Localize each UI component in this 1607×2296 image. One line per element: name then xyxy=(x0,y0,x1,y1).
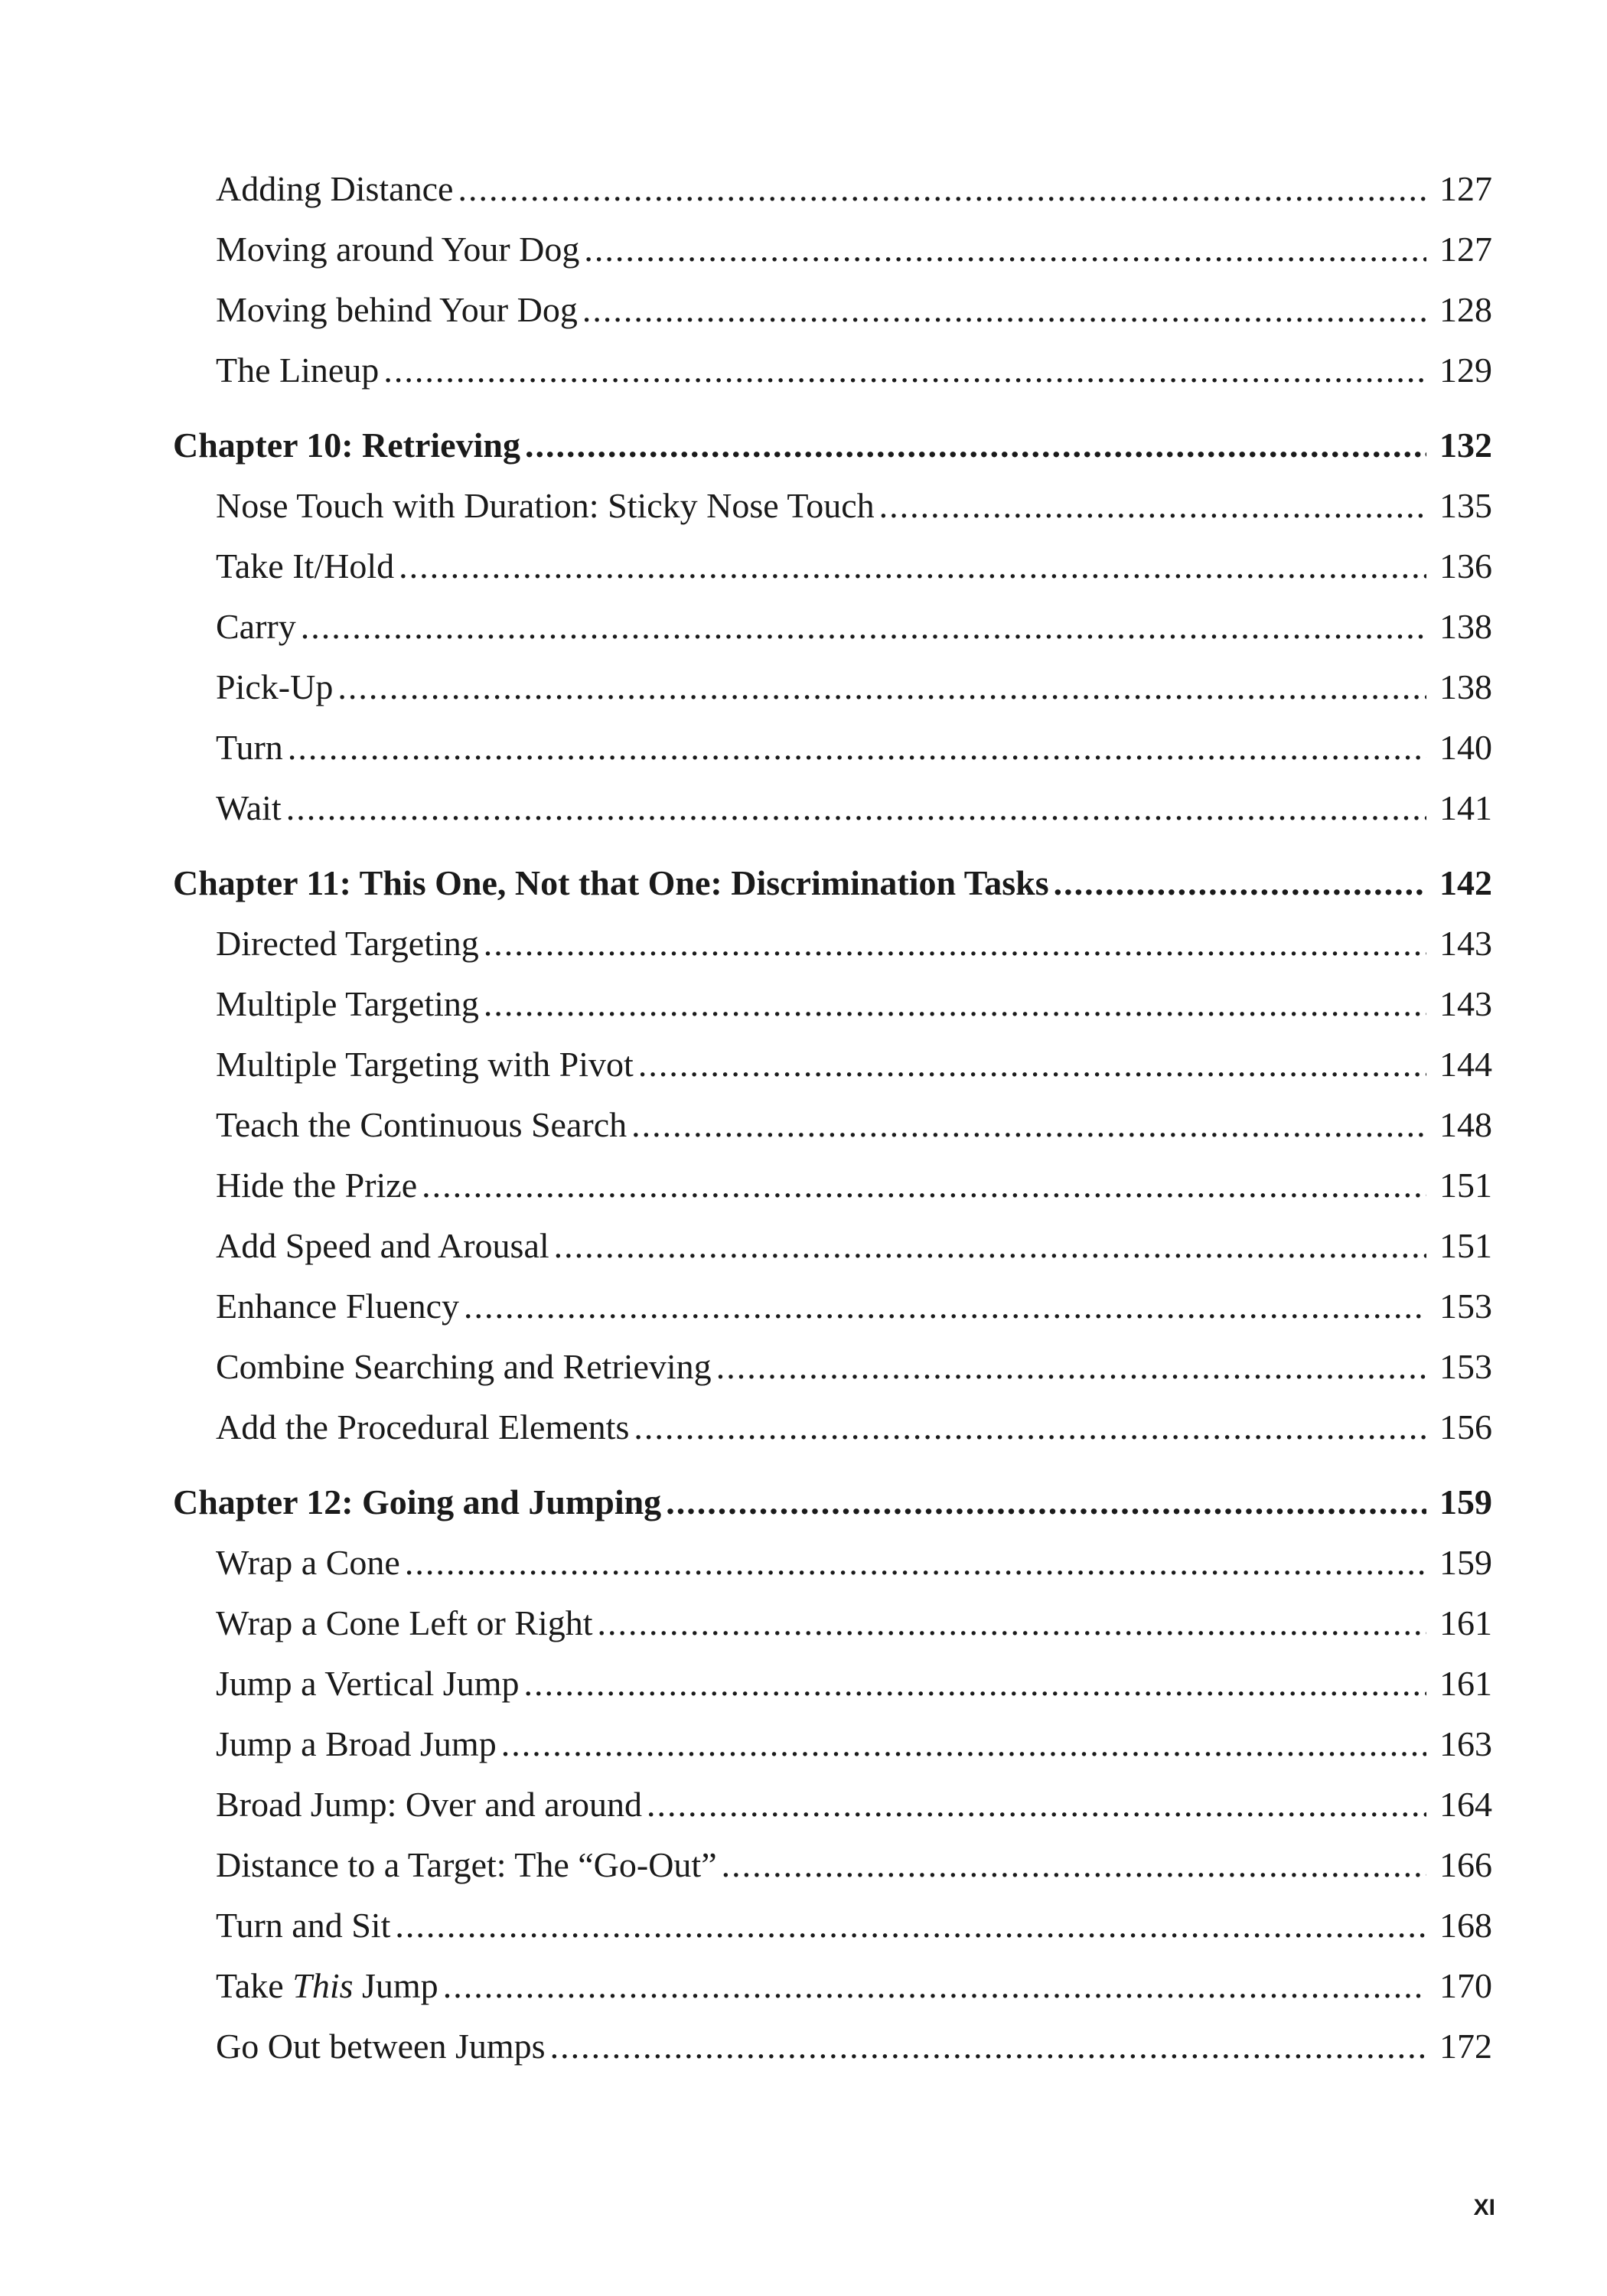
dot-leader xyxy=(399,536,1426,596)
section-title: Wrap a Cone xyxy=(216,1543,400,1582)
toc-chapter-entry xyxy=(173,853,1492,913)
page-reference: 127 xyxy=(1439,230,1492,269)
page-reference: 148 xyxy=(1439,1105,1492,1144)
dot-leader xyxy=(405,1532,1426,1593)
dot-leader xyxy=(523,1653,1426,1714)
toc-section-entry xyxy=(173,1895,1492,1955)
toc-section-entry xyxy=(173,1215,1492,1276)
toc-section-entry xyxy=(173,1593,1492,1653)
page-reference: 170 xyxy=(1439,1966,1492,2005)
dot-leader xyxy=(383,340,1426,400)
section-title: Pick-Up xyxy=(216,667,334,706)
toc-section-entry xyxy=(173,778,1492,838)
section-title: Broad Jump: Over and around xyxy=(216,1785,642,1824)
dot-leader xyxy=(722,1835,1426,1895)
toc-chapter-entry xyxy=(173,415,1492,475)
toc-section-entry xyxy=(173,657,1492,717)
section-title: Go Out between Jumps xyxy=(216,2027,546,2066)
section-title: Moving behind Your Dog xyxy=(216,290,578,329)
dot-leader xyxy=(598,1593,1426,1653)
section-title: Distance to a Target: The “Go-Out” xyxy=(216,1845,717,1884)
section-title: Jump a Vertical Jump xyxy=(216,1664,520,1703)
page-reference: 153 xyxy=(1439,1287,1492,1326)
toc-section-entry xyxy=(173,1094,1492,1155)
chapter-title: Chapter 10: Retrieving xyxy=(173,426,520,465)
page-reference: 132 xyxy=(1439,426,1492,465)
section-title: Add the Procedural Elements xyxy=(216,1407,630,1446)
toc-section-entry xyxy=(173,1155,1492,1215)
section-title-part: Take xyxy=(216,1966,293,2005)
toc-chapter-entry xyxy=(173,1472,1492,1532)
section-title: Jump a Broad Jump xyxy=(216,1724,497,1763)
dot-leader xyxy=(584,219,1426,279)
dot-leader xyxy=(716,1336,1426,1397)
toc-section-entry xyxy=(173,1955,1492,2016)
dot-leader xyxy=(631,1094,1426,1155)
section-title: Nose Touch with Duration: Sticky Nose Touch xyxy=(216,486,875,525)
chapter-title: Chapter 12: Going and Jumping xyxy=(173,1482,662,1521)
section-title xyxy=(216,1955,438,2016)
dot-leader xyxy=(501,1714,1426,1774)
section-title: Add Speed and Arousal xyxy=(216,1226,549,1265)
toc-section-entry xyxy=(173,596,1492,657)
page-reference: 163 xyxy=(1439,1724,1492,1763)
toc-section-entry xyxy=(173,1653,1492,1714)
section-title: Wrap a Cone Left or Right xyxy=(216,1603,593,1642)
page-reference: 142 xyxy=(1439,863,1492,902)
dot-leader xyxy=(879,475,1426,536)
page-reference: 166 xyxy=(1439,1845,1492,1884)
section-title: Multiple Targeting xyxy=(216,984,479,1023)
section-title: Teach the Continuous Search xyxy=(216,1105,627,1144)
dot-leader xyxy=(554,1215,1426,1276)
toc-section-entry xyxy=(173,1774,1492,1835)
dot-leader xyxy=(395,1895,1426,1955)
section-title: Wait xyxy=(216,788,282,827)
toc-section-entry xyxy=(173,1034,1492,1094)
page-reference: 140 xyxy=(1439,728,1492,767)
section-title: Turn and Sit xyxy=(216,1906,391,1945)
dot-leader xyxy=(1054,853,1426,913)
page-reference: 164 xyxy=(1439,1785,1492,1824)
page-reference: 138 xyxy=(1439,667,1492,706)
dot-leader xyxy=(458,158,1426,219)
section-title: Adding Distance xyxy=(216,169,454,208)
toc-section-entry xyxy=(173,1336,1492,1397)
toc-section-entry xyxy=(173,1397,1492,1457)
dot-leader xyxy=(484,974,1426,1034)
toc-section-entry xyxy=(173,1276,1492,1336)
section-title: The Lineup xyxy=(216,351,380,390)
section-title: Multiple Targeting with Pivot xyxy=(216,1045,634,1084)
page-reference: 156 xyxy=(1439,1407,1492,1446)
page-reference: 151 xyxy=(1439,1166,1492,1205)
page-reference: 127 xyxy=(1439,169,1492,208)
dot-leader xyxy=(464,1276,1426,1336)
page-reference: 128 xyxy=(1439,290,1492,329)
section-title: Carry xyxy=(216,607,296,646)
page-reference: 161 xyxy=(1439,1664,1492,1703)
dot-leader xyxy=(337,657,1426,717)
page-reference: 151 xyxy=(1439,1226,1492,1265)
page-number-folio: XI xyxy=(1473,2195,1495,2220)
dot-leader xyxy=(550,2016,1426,2076)
toc-section-entry xyxy=(173,279,1492,340)
page-reference: 143 xyxy=(1439,924,1492,963)
toc-section-entry xyxy=(173,219,1492,279)
toc-section-entry xyxy=(173,974,1492,1034)
dot-leader xyxy=(647,1774,1426,1835)
chapter-title: Chapter 11: This One, Not that One: Discrimination Tasks xyxy=(173,863,1049,902)
section-title: Turn xyxy=(216,728,283,767)
section-title-emphasis: This xyxy=(292,1966,354,2005)
page-reference: 153 xyxy=(1439,1347,1492,1386)
page-reference: 141 xyxy=(1439,788,1492,827)
page-reference: 138 xyxy=(1439,607,1492,646)
dot-leader xyxy=(286,778,1426,838)
page-reference: 129 xyxy=(1439,351,1492,390)
table-of-contents xyxy=(173,158,1492,2076)
dot-leader xyxy=(288,717,1426,778)
page-reference: 159 xyxy=(1439,1543,1492,1582)
section-title: Take It/Hold xyxy=(216,546,395,585)
toc-section-entry xyxy=(173,1532,1492,1593)
page-reference: 172 xyxy=(1439,2027,1492,2066)
page-reference: 136 xyxy=(1439,546,1492,585)
page-reference: 161 xyxy=(1439,1603,1492,1642)
dot-leader xyxy=(301,596,1426,657)
section-title: Enhance Fluency xyxy=(216,1287,460,1326)
dot-leader xyxy=(634,1397,1426,1457)
toc-section-entry xyxy=(173,717,1492,778)
toc-section-entry xyxy=(173,2016,1492,2076)
page-reference: 143 xyxy=(1439,984,1492,1023)
section-title: Combine Searching and Retrieving xyxy=(216,1347,712,1386)
section-title-part: Jump xyxy=(353,1966,438,2005)
section-title: Moving around Your Dog xyxy=(216,230,580,269)
page-reference: 159 xyxy=(1439,1482,1492,1521)
toc-section-entry xyxy=(173,1835,1492,1895)
dot-leader xyxy=(422,1155,1426,1215)
dot-leader xyxy=(525,415,1426,475)
dot-leader xyxy=(666,1472,1426,1532)
dot-leader xyxy=(443,1955,1426,2016)
toc-section-entry xyxy=(173,1714,1492,1774)
page-reference: 168 xyxy=(1439,1906,1492,1945)
section-title: Directed Targeting xyxy=(216,924,479,963)
dot-leader xyxy=(484,913,1426,974)
dot-leader xyxy=(638,1034,1426,1094)
toc-section-entry xyxy=(173,536,1492,596)
dot-leader xyxy=(582,279,1426,340)
toc-section-entry xyxy=(173,340,1492,400)
toc-section-entry xyxy=(173,158,1492,219)
toc-section-entry xyxy=(173,913,1492,974)
page-reference: 135 xyxy=(1439,486,1492,525)
section-title: Hide the Prize xyxy=(216,1166,418,1205)
toc-section-entry xyxy=(173,475,1492,536)
page-reference: 144 xyxy=(1439,1045,1492,1084)
